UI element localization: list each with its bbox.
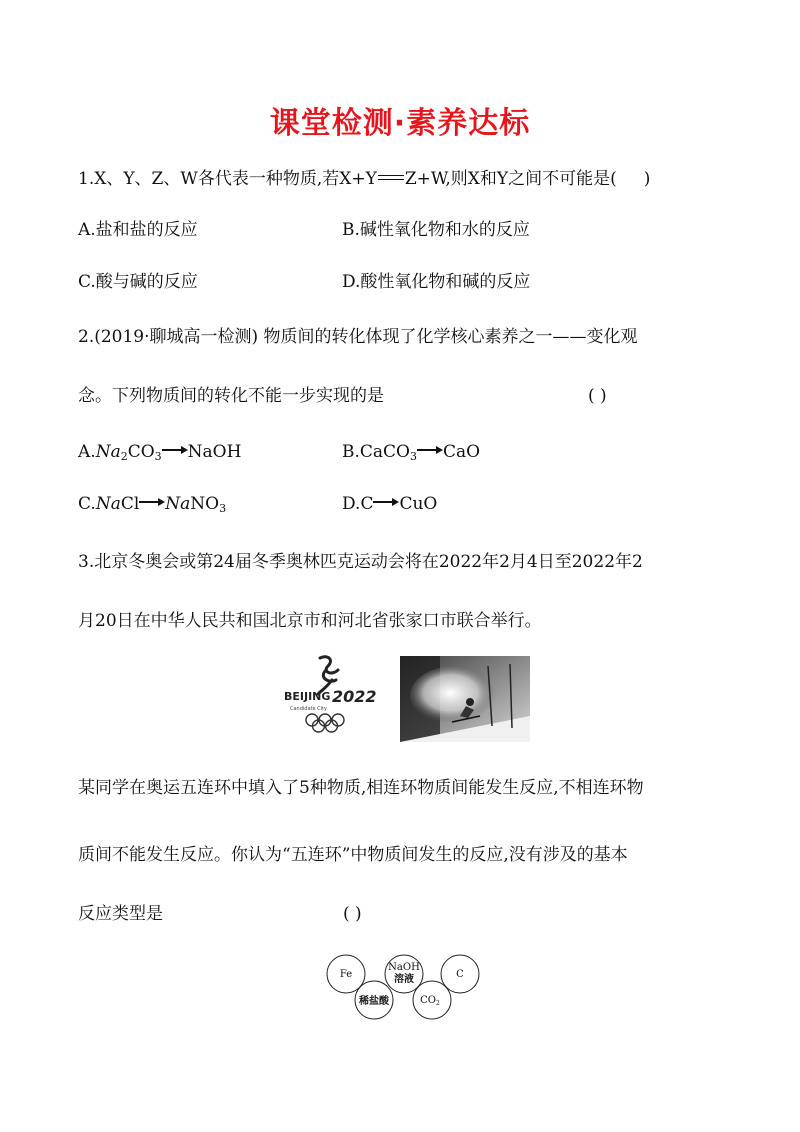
ring-label-solution: 溶液 [394,974,414,985]
question-3-stem-line4: 质间不能发生反应。你认为“五连环”中物质间发生的反应,没有涉及的基本 [78,845,628,865]
olympic-rings-icon [306,714,344,732]
question-2-option-b[interactable]: B.CaCO$_3$ CaO [342,442,481,463]
question-3-stem-line3: 某同学在奥运五连环中填入了5种物质,相连环物质间能发生反应,不相连环物 [78,778,644,798]
ring-label-fe: Fe [339,969,353,980]
question-3-stem-line5: 反应类型是 [78,904,163,924]
question-1-option-b[interactable]: B.碱性氧化物和水的反应 [342,220,530,240]
question-2-answer-blank[interactable]: ( ) [588,386,607,406]
ring-label-co2: $CO_2$ [420,995,440,1007]
skier-photo [400,656,530,742]
logo-name-text: BEIJING [284,690,331,703]
question-3-stem-line1: 3.北京冬奥会或第24届冬季奥林匹克运动会将在2022年2月4日至2022年2 [78,552,643,572]
five-rings-diagram [325,948,485,1028]
ring-label-dilute-hcl: 稀盐酸 [359,996,389,1007]
question-1-stem: 1.X、Y、Z、W各代表一种物质,若X+Y Z+W,则X和Y之间不可能是( ) [78,169,651,189]
question-1-option-c[interactable]: C.酸与碱的反应 [78,272,198,292]
arrow-icon [139,497,165,507]
beijing-2022-logo [282,650,382,740]
question-1-option-a[interactable]: A.盐和盐的反应 [78,220,198,240]
question-1-option-d[interactable]: D.酸性氧化物和碱的反应 [342,272,531,292]
question-2-option-d[interactable]: D.C CuO [342,494,438,514]
question-2-stem-line2: 念。下列物质间的转化不能一步实现的是 [78,386,384,406]
ring-label-naoh: NaOH [388,962,420,973]
question-3-stem-line2: 月20日在中华人民共和国北京市和河北省张家口市联合举行。 [78,611,542,631]
double-line-equals [378,175,404,180]
question-2-stem-line1: 2.(2019·聊城高一检测) 物质间的转化体现了化学核心素养之一——变化观 [78,327,638,347]
question-2-option-a[interactable]: $A.Na_2CO_3$ NaOH [78,442,242,463]
arrow-icon [417,445,443,455]
page-title: 课堂检测·素养达标 [269,106,531,141]
question-2-option-c[interactable]: C.NaCl NaNO$_3$ [78,494,227,515]
arrow-icon [373,497,399,507]
question-3-answer-blank[interactable]: ( ) [343,904,362,924]
logo-tagline-text: Candidate City [290,706,327,712]
logo-year-text: 2022 [332,687,377,706]
arrow-icon [162,445,188,455]
ring-label-c: C [456,969,464,980]
